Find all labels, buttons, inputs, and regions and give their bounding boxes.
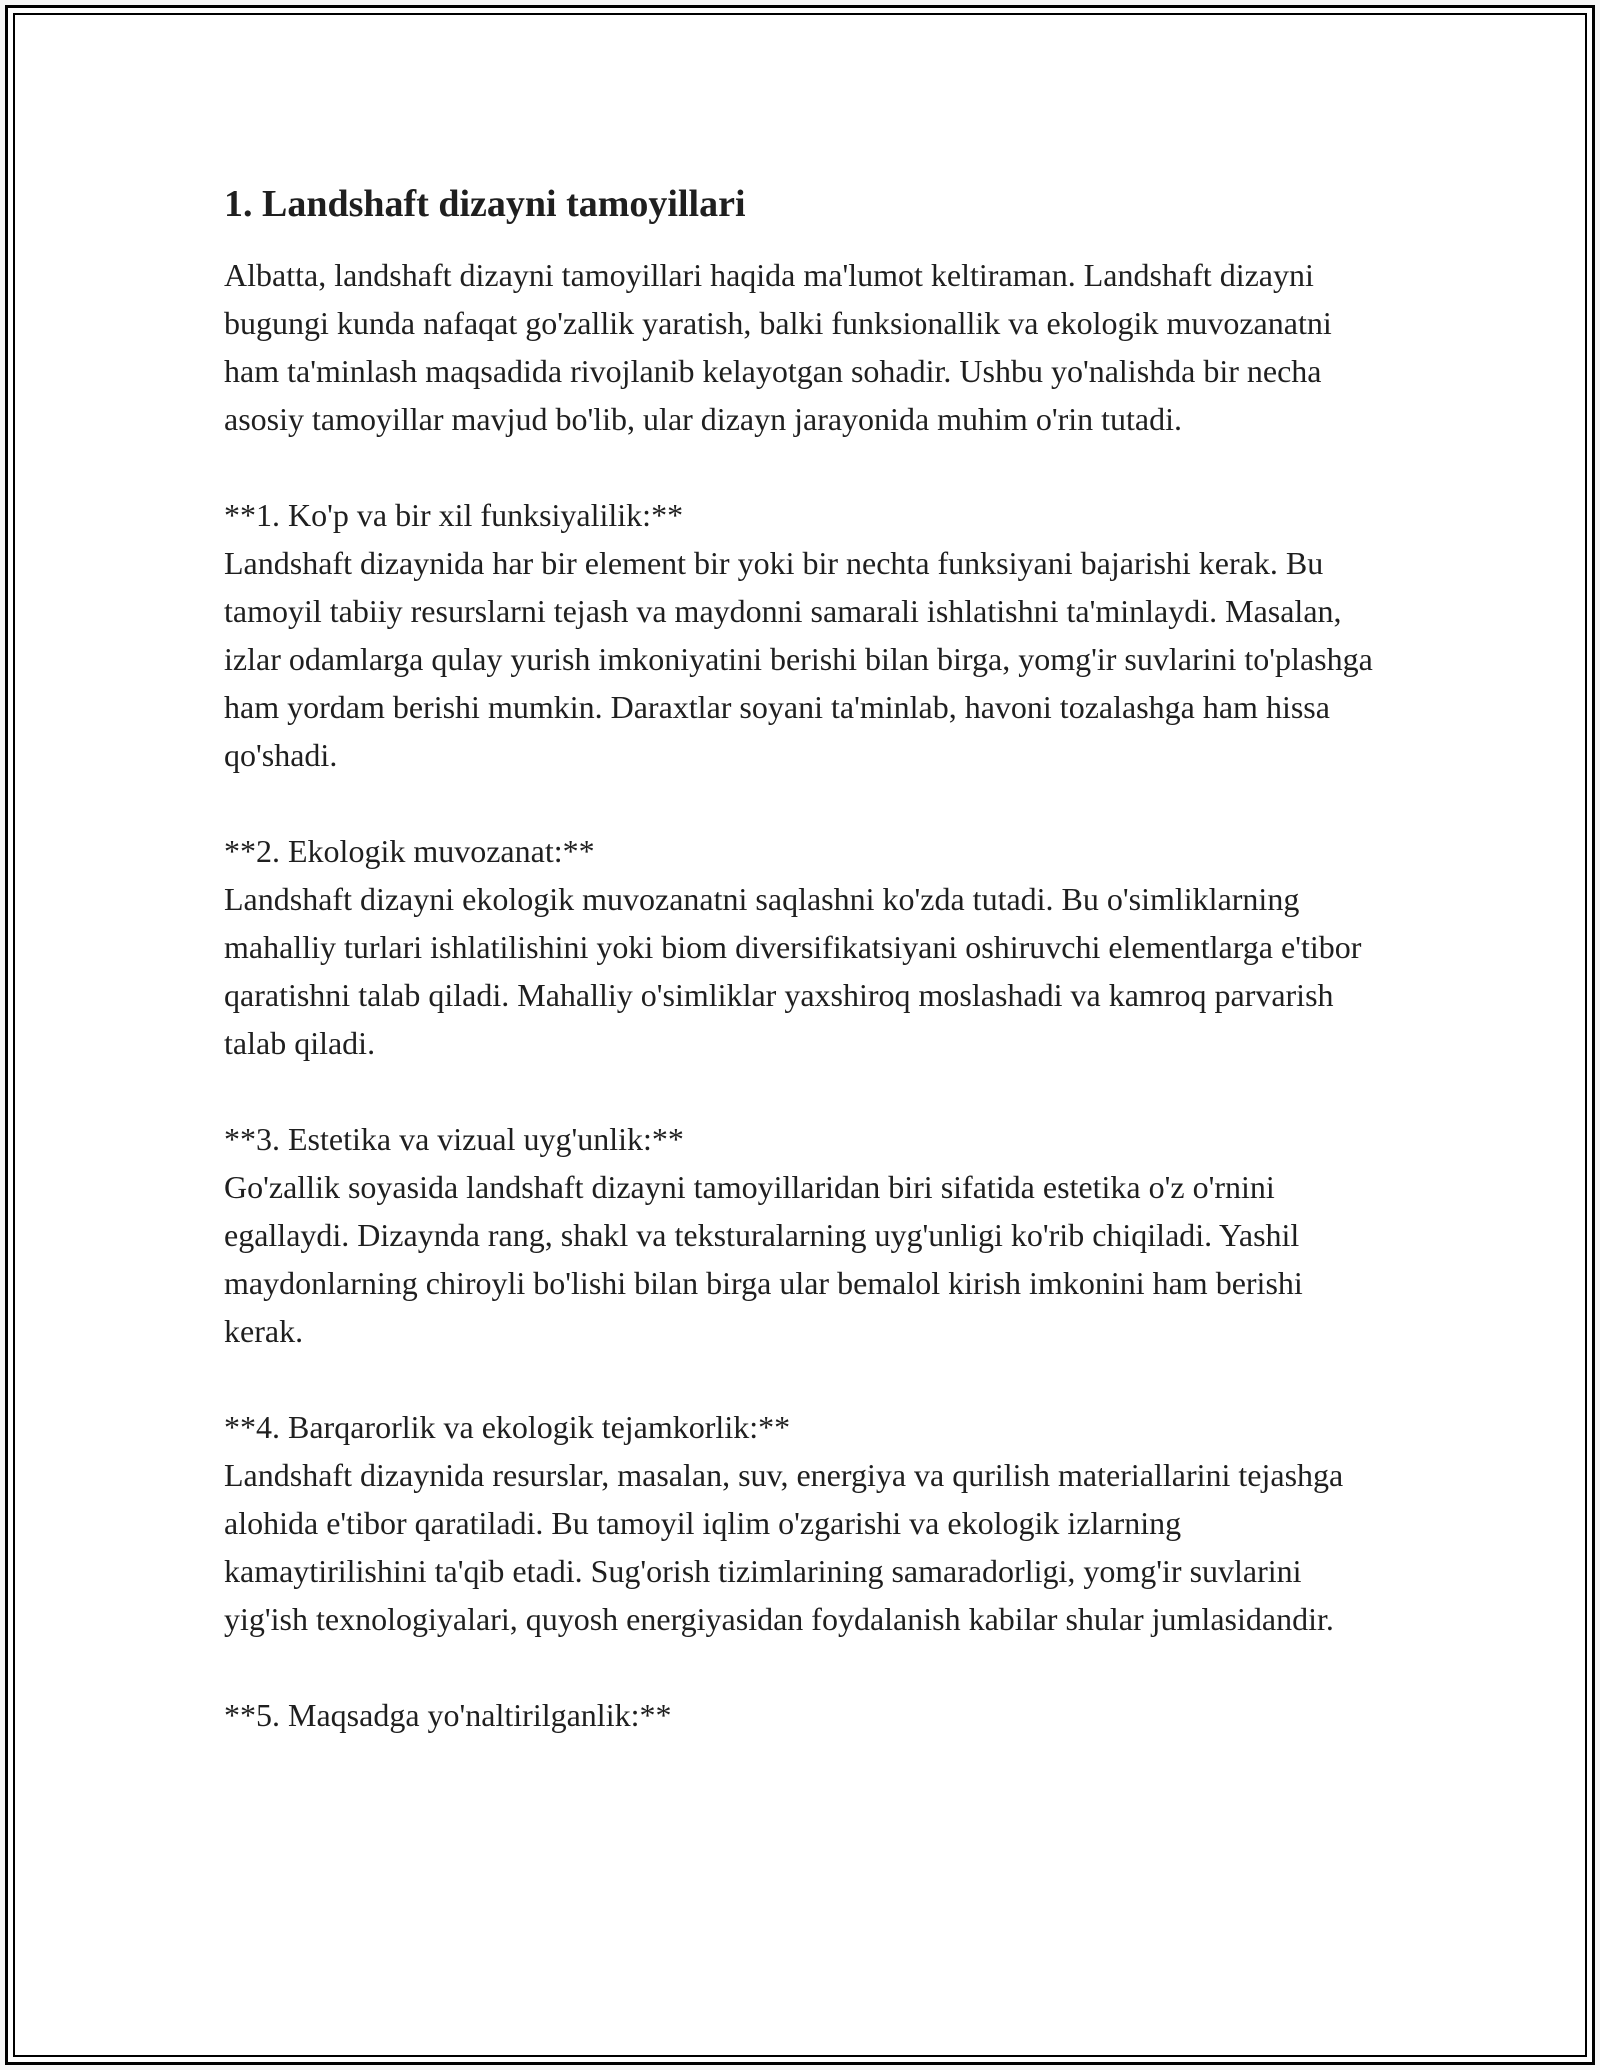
section-4-title: **4. Barqarorlik va ekologik tejamkorlik:** bbox=[224, 1409, 791, 1446]
section-2 bbox=[224, 827, 1384, 1067]
section-4-body: Landshaft dizaynida resurslar, masalan, suv, energiya va qurilish materiallarini tejashga alohida e'tibor qaratiladi. Bu tamoyil iqlim o'zgarishi va ekologik izlarning kamaytirilishini ta'qib etadi. Sug'orish tizimlarining samaradorligi, yomg'ir suvlarini yig'ish texnologiyalari, quyosh energiyasidan foydalanish kabilar shular jumlasidandir. bbox=[224, 1457, 1344, 1638]
section-3 bbox=[224, 1115, 1384, 1355]
document-heading: 1. Landshaft dizayni tamoyillari bbox=[224, 183, 746, 225]
section-2-body: Landshaft dizayni ekologik muvozanatni saqlashni ko'zda tutadi. Bu o'simliklarning mahalliy turlari ishlatilishini yoki biom diversifikatsiyani oshiruvchi elementlarga e'tibor qaratishni talab qiladi. Mahalliy o'simliklar yaxshiroq moslashadi va kamroq parvarish talab qiladi. bbox=[224, 881, 1362, 1062]
section-3-title: **3. Estetika va vizual uyg'unlik:** bbox=[224, 1121, 684, 1158]
intro-paragraph: Albatta, landshaft dizayni tamoyillari haqida ma'lumot keltiraman. Landshaft dizayni bugungi kunda nafaqat go'zallik yaratish, balki funksionallik va ekologik muvozanatni ham ta'minlash maqsadida rivojlanib kelayotgan sohadir. Ushbu yo'nalishda bir necha asosiy tamoyillar mavjud bo'lib, ular dizayn jarayonida muhim o'rin tutadi. bbox=[224, 257, 1332, 438]
section-4 bbox=[224, 1403, 1384, 1643]
section-1-title: **1. Ko'p va bir xil funksiyalilik:** bbox=[224, 497, 684, 534]
section-3-body: Go'zallik soyasida landshaft dizayni tamoyillaridan biri sifatida estetika o'z o'rnini egallaydi. Dizaynda rang, shakl va teksturalarning uyg'unligi ko'rib chiqiladi. Yashil maydonlarning chiroyli bo'lishi bilan birga ular bemalol kirish imkonini ham berishi kerak. bbox=[224, 1169, 1303, 1350]
section-2-title: **2. Ekologik muvozanat:** bbox=[224, 833, 595, 870]
section-1 bbox=[224, 491, 1384, 779]
section-1-body: Landshaft dizaynida har bir element bir yoki bir nechta funksiyani bajarishi kerak. Bu tamoyil tabiiy resurslarni tejash va maydonni samarali ishlatishni ta'minlaydi. Masalan, izlar odamlarga qulay yurish imkoniyatini berishi bilan birga, yomg'ir suvlarini to'plashga ham yordam berishi mumkin. Daraxtlar soyani ta'minlab, havoni tozalashga ham hissa qo'shadi. bbox=[224, 545, 1373, 774]
section-5-title: **5. Maqsadga yo'naltirilganlik:** bbox=[224, 1697, 672, 1734]
document-page bbox=[224, 180, 1384, 1739]
section-5 bbox=[224, 1691, 1384, 1739]
